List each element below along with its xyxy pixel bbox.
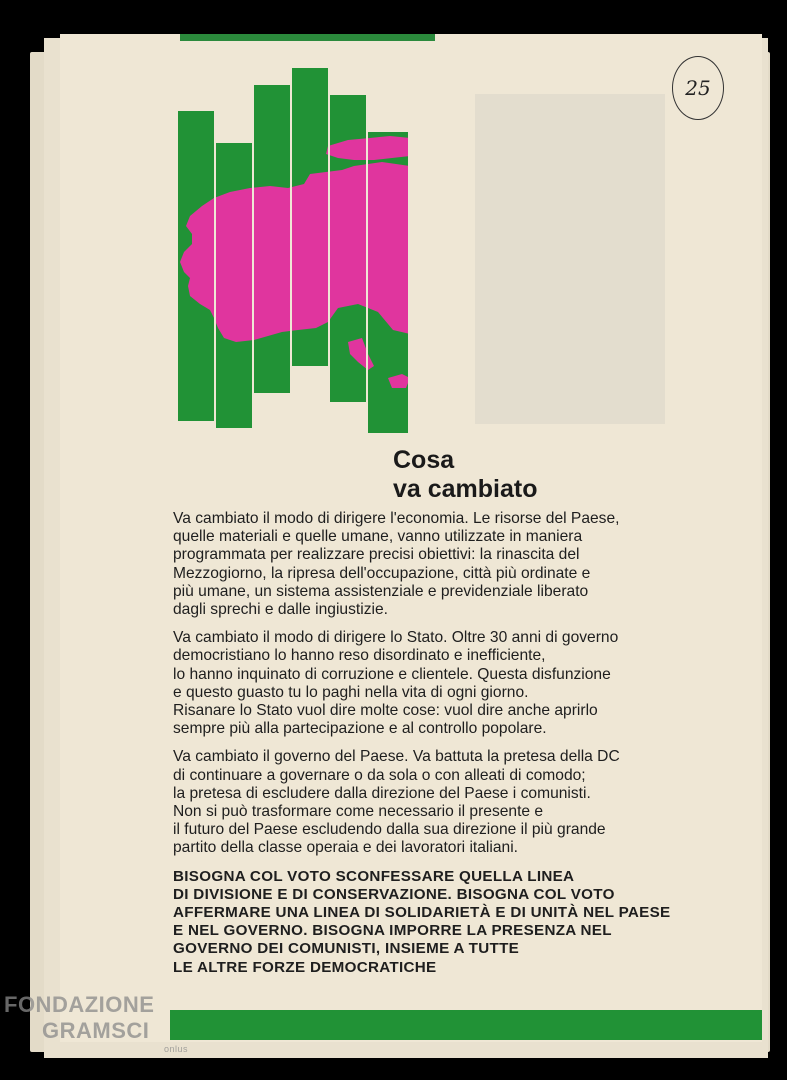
watermark-line-3: onlus (164, 1044, 189, 1054)
watermark-line-1: FONDAZIONE (4, 992, 155, 1017)
text-line: LE ALTRE FORZE DEMOCRATICHE (173, 958, 437, 976)
text-line: AFFERMARE UNA LINEA DI SOLIDARIETÀ E DI UNITÀ NEL PAESE (173, 904, 671, 922)
text-line: Non si può trasformare come necessario il presente e (173, 803, 544, 821)
text-line: il futuro del Paese escludendo dalla sua direzione il più grande (173, 821, 606, 839)
text-line: sempre più alla partecipazione e al controllo popolare. (173, 720, 547, 738)
top-green-strip (180, 34, 435, 41)
watermark-line-2: GRAMSCI (42, 1018, 150, 1043)
body-text (173, 510, 753, 987)
show-through-shadow (475, 94, 665, 424)
paragraph-economy (173, 510, 753, 619)
paragraph-call-to-vote (173, 868, 753, 977)
page-number: 25 (685, 76, 711, 100)
europe-profile-illustration (178, 66, 410, 436)
headline-line-2: va cambiato (393, 475, 538, 503)
text-line: la pretesa di escludere dalla direzione del Paese i comunisti. (173, 784, 591, 802)
leaflet-page (60, 34, 762, 1042)
text-line: E NEL GOVERNO. BISOGNA IMPORRE LA PRESENZA NEL (173, 922, 612, 940)
text-line: e questo guasto tu lo paghi nella vita di ogni giorno. (173, 683, 529, 701)
text-line: lo hanno inquinato di corruzione e clientele. Questa disfunzione (173, 665, 611, 683)
text-line: democristiano lo hanno reso disordinato e inefficiente, (173, 647, 546, 665)
bottom-green-strip (170, 1010, 762, 1040)
text-line: partito della classe operaia e dei lavoratori italiani. (173, 839, 518, 857)
paragraph-government (173, 748, 753, 857)
headline (393, 446, 538, 504)
text-line: dagli sprechi e dalle ingiustizie. (173, 601, 388, 619)
text-line: Risanare lo Stato vuol dire molte cose: vuol dire anche aprirlo (173, 702, 598, 720)
text-line: più umane, un sistema assistenziale e previdenziale liberato (173, 582, 589, 600)
headline-line-1: Cosa (393, 446, 455, 474)
text-line: DI DIVISIONE E DI CONSERVAZIONE. BISOGNA COL VOTO (173, 885, 615, 903)
text-line: quelle materiali e quelle umane, vanno utilizzate in maniera (173, 528, 583, 546)
archive-watermark-logo (4, 992, 188, 1054)
text-line: BISOGNA COL VOTO SCONFESSARE QUELLA LINEA (173, 867, 575, 885)
text-line: Va cambiato il modo di dirigere lo Stato. Oltre 30 anni di governo (173, 629, 619, 647)
text-line: Va cambiato il governo del Paese. Va battuta la pretesa della DC (173, 748, 620, 766)
paragraph-state (173, 629, 753, 738)
text-line: Mezzogiorno, la ripresa dell'occupazione, città più ordinate e (173, 564, 591, 582)
page-number-circle (672, 56, 724, 120)
text-line: programmata per realizzare precisi obiettivi: la rinascita del (173, 546, 580, 564)
text-line: di continuare a governare o da sola o con alleati di comodo; (173, 766, 586, 784)
text-line: Va cambiato il modo di dirigere l'economia. Le risorse del Paese, (173, 510, 620, 527)
text-line: GOVERNO DEI COMUNISTI, INSIEME A TUTTE (173, 940, 520, 958)
